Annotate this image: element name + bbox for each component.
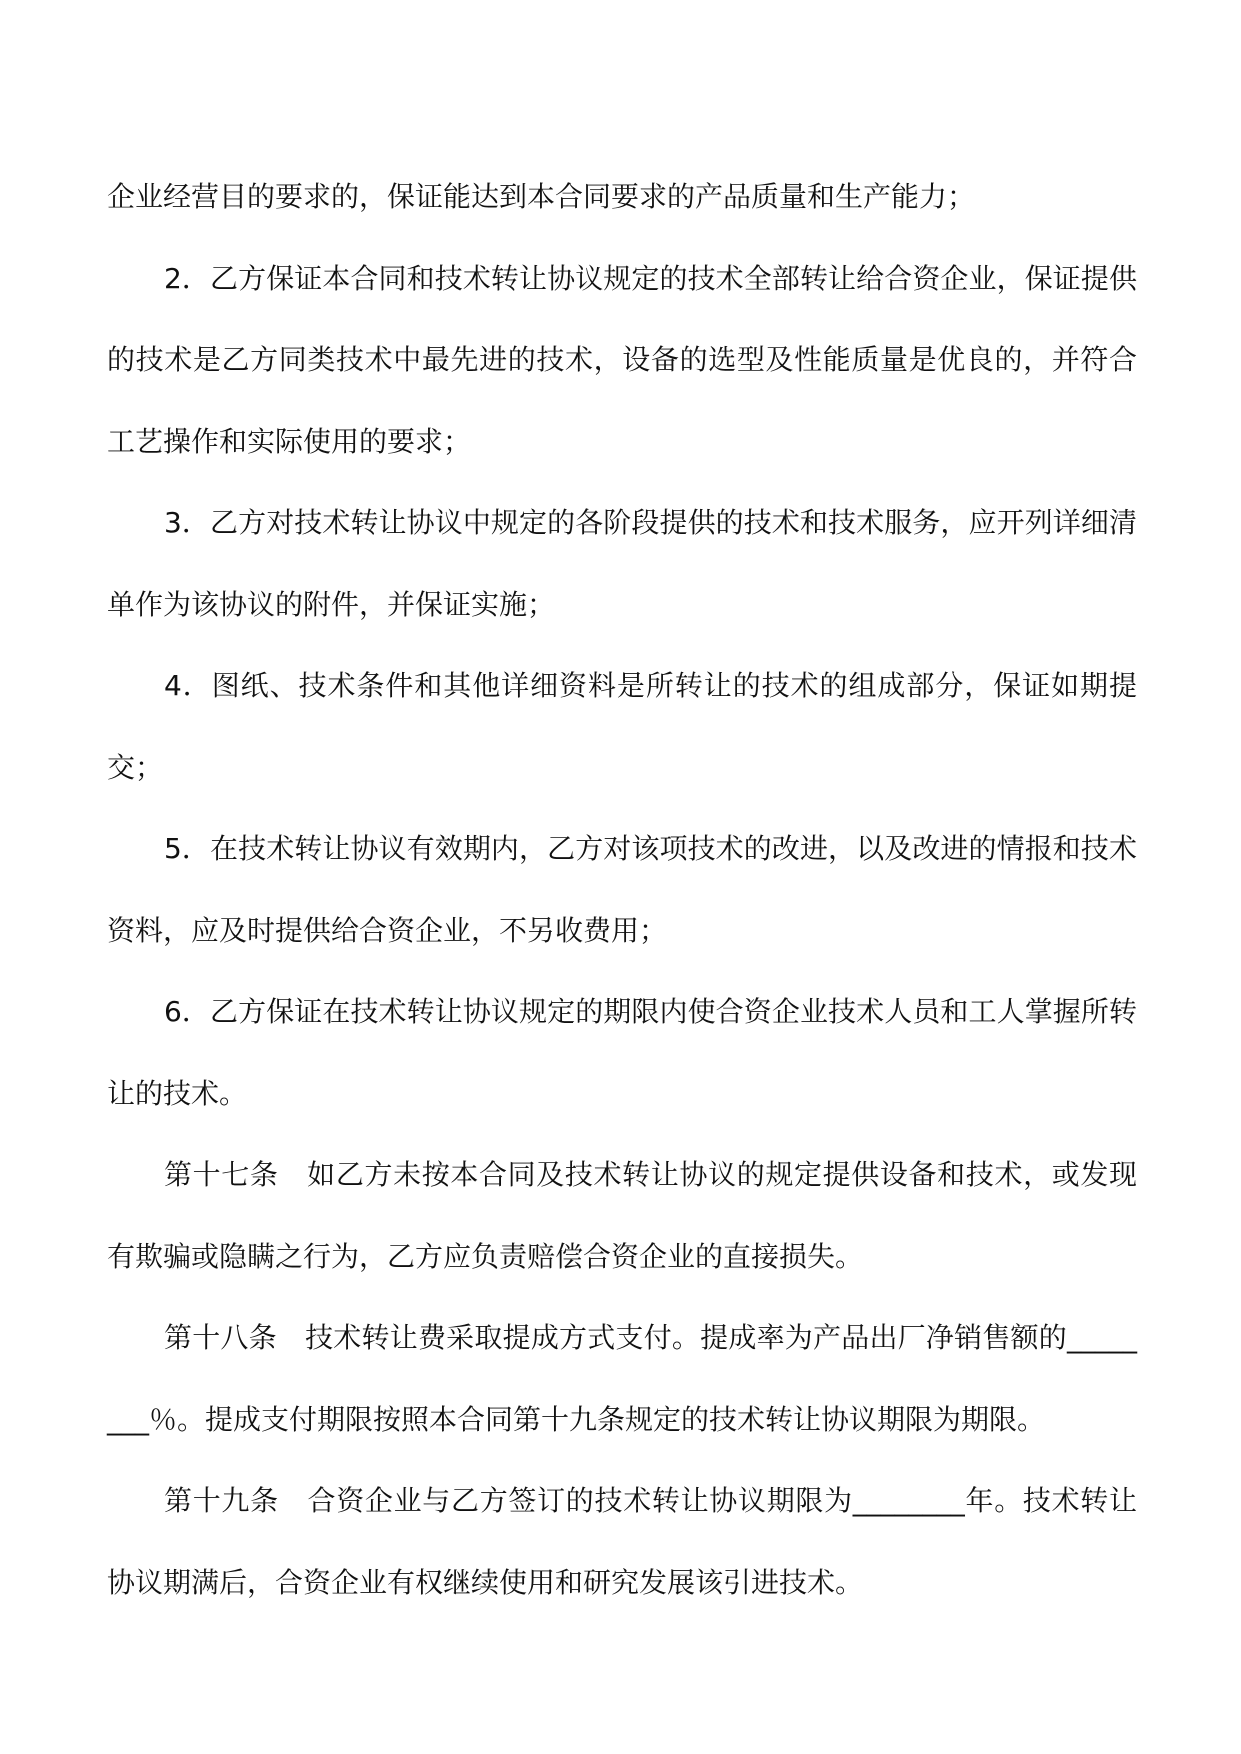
article-18: 第十八条 技术转让费采取提成方式支付。提成率为产品出厂净销售额的________％。提成支付期限按照本合同第十九条规定的技术转让协议期限为期限。 [107, 1321, 1137, 1436]
document-body [107, 156, 1137, 1623]
paragraph-2: 2．乙方保证本合同和技术转让协议规定的技术全部转让给合资企业，保证提供的技术是乙方同类技术中最先进的技术，设备的选型及性能质量是优良的，并符合工艺操作和实际使用的要求； [107, 261, 1137, 458]
paragraph-6: 6．乙方保证在技术转让协议规定的期限内使合资企业技术人员和工人掌握所转让的技术。 [107, 995, 1137, 1110]
paragraph-5: 5．在技术转让协议有效期内，乙方对该项技术的改进，以及改进的情报和技术资料，应及时提供给合资企业，不另收费用； [107, 832, 1137, 947]
paragraph-3: 3．乙方对技术转让协议中规定的各阶段提供的技术和技术服务，应开列详细清单作为该协议的附件，并保证实施； [107, 506, 1137, 621]
paragraph-1: 企业经营目的要求的，保证能达到本合同要求的产品质量和生产能力； [107, 180, 976, 213]
article-19: 第十九条 合资企业与乙方签订的技术转让协议期限为________年。技术转让协议期满后，合资企业有权继续使用和研究发展该引进技术。 [107, 1484, 1137, 1599]
article-17: 第十七条 如乙方未按本合同及技术转让协议的规定提供设备和技术，或发现有欺骗或隐瞒之行为，乙方应负责赔偿合资企业的直接损失。 [107, 1158, 1137, 1273]
paragraph-4: 4．图纸、技术条件和其他详细资料是所转让的技术的组成部分，保证如期提交； [107, 669, 1137, 784]
